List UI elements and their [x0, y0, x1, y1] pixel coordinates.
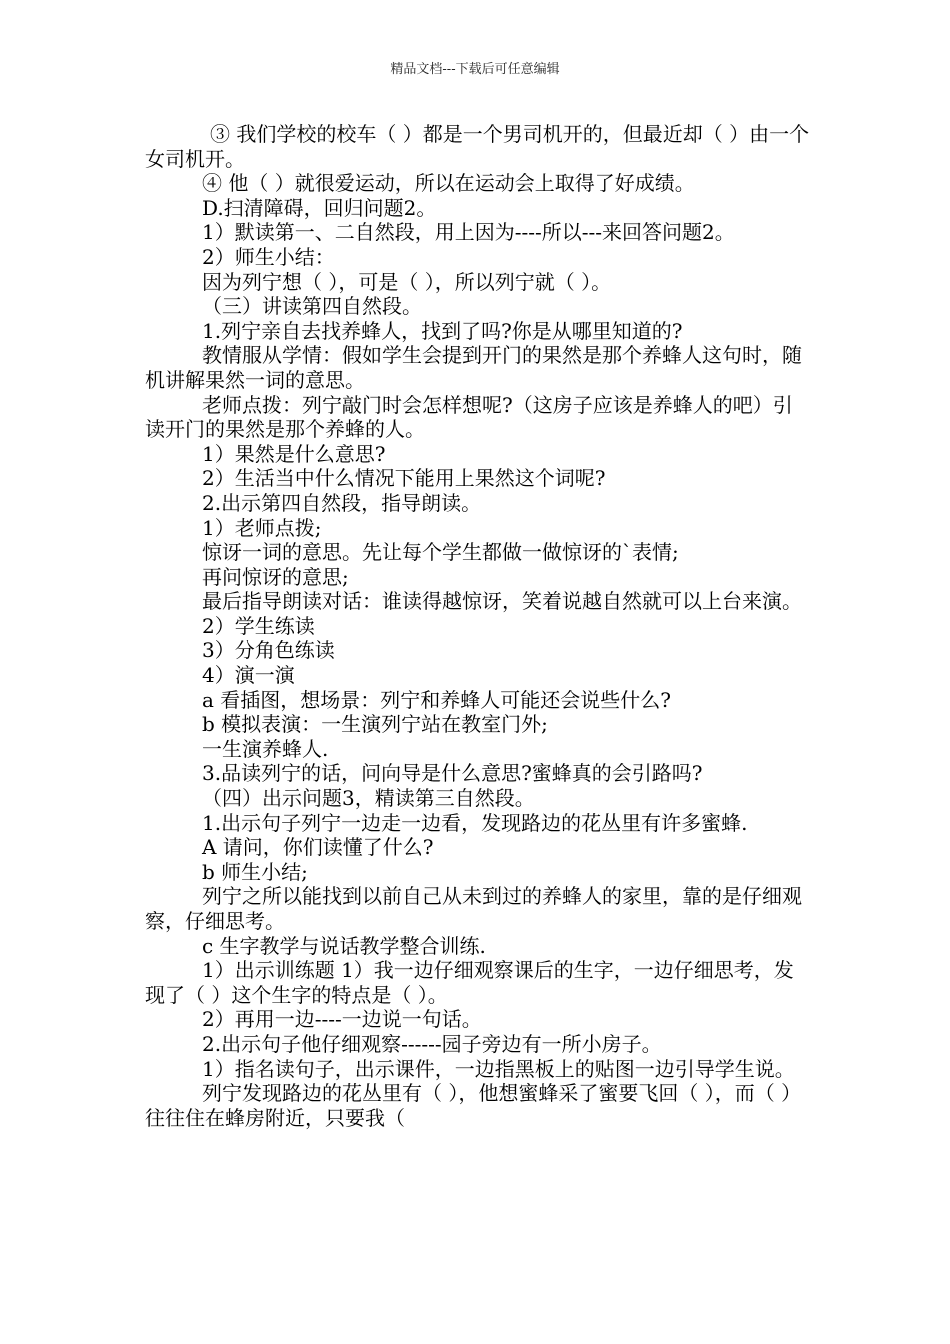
paragraph: 1.列宁亲自去找养蜂人，找到了吗?你是从哪里知道的? — [202, 318, 683, 343]
paragraph: 列宁发现路边的花丛里有（ ），他想蜜蜂采了蜜要飞回（ ），而（ ）往往住在蜂房附近，只要我（ — [145, 1081, 802, 1130]
paragraph: b 模拟表演：一生演列宁站在教室门外; — [202, 712, 548, 737]
paragraph: 最后指导朗读对话：谁读得越惊讶，笑着说越自然就可以上台来演。 — [202, 589, 802, 614]
paragraph: A 请问，你们读懂了什么? — [202, 835, 434, 860]
paragraph: 2）师生小结： — [202, 244, 335, 269]
paragraph: D.扫清障碍，回归问题2。 — [202, 195, 437, 220]
paragraph: 2.出示第四自然段，指导朗读。 — [202, 490, 482, 515]
paragraph: 惊讶一词的意思。先让每个学生都做一做惊讶的`表情; — [202, 540, 679, 565]
paragraph: b 师生小结; — [202, 859, 308, 884]
paragraph: 2.出示句子他仔细观察------园子旁边有一所小房子。 — [202, 1031, 662, 1056]
paragraph: c 生字教学与说话教学整合训练. — [202, 933, 486, 958]
paragraph: ③ 我们学校的校车（ ）都是一个男司机开的，但最近却（ ）由一个女司机开。 — [145, 122, 810, 171]
paragraph: ④ 他（ ）就很爱运动，所以在运动会上取得了好成绩。 — [202, 171, 695, 196]
paragraph: 列宁之所以能找到以前自己从未到过的养蜂人的家里，靠的是仔细观察，仔细思考。 — [145, 884, 802, 933]
page-header: 精品文档---下载后可任意编辑 — [390, 62, 560, 77]
paragraph: 2）生活当中什么情况下能用上果然这个词呢? — [202, 466, 606, 491]
paragraph: 再问惊讶的意思; — [202, 564, 349, 589]
paragraph: a 看插图，想场景：列宁和养蜂人可能还会说些什么? — [202, 687, 672, 712]
paragraph: 3）分角色练读 — [202, 638, 335, 663]
paragraph: （三）讲读第四自然段。 — [202, 294, 422, 319]
paragraph: 1）默读第一、二自然段，用上因为----所以---来回答问题2。 — [202, 220, 735, 245]
paragraph: 1）老师点拨; — [202, 515, 322, 540]
paragraph: 2）学生练读 — [202, 613, 315, 638]
document-body — [145, 122, 810, 1130]
paragraph: 1）果然是什么意思? — [202, 441, 386, 466]
paragraph: 2）再用一边----一边说一句话。 — [202, 1007, 482, 1032]
paragraph: 因为列宁想（ ），可是（ ），所以列宁就（ ）。 — [202, 269, 612, 294]
paragraph: 教情服从学情：假如学生会提到开门的果然是那个养蜂人这句时，随机讲解果然一词的意思。 — [145, 343, 802, 392]
paragraph: 3.品读列宁的话，问向导是什么意思?蜜蜂真的会引路吗? — [202, 761, 703, 786]
paragraph: 1.出示句子列宁一边走一边看，发现路边的花丛里有许多蜜蜂. — [202, 810, 748, 835]
paragraph: 1）指名读句子，出示课件，一边指黑板上的贴图一边引导学生说。 — [202, 1056, 795, 1081]
paragraph: 4）演一演 — [202, 663, 295, 688]
paragraph: 1）出示训练题 1）我一边仔细观察课后的生字，一边仔细思考，发现了（ ）这个生字的特点是（ ）。 — [145, 958, 794, 1007]
paragraph: 老师点拨：列宁敲门时会怎样想呢?（这房子应该是养蜂人的吧）引读开门的果然是那个养蜂的人。 — [145, 392, 793, 442]
paragraph: 一生演养蜂人. — [202, 736, 329, 761]
paragraph: （四）出示问题3，精读第三自然段。 — [202, 786, 535, 811]
